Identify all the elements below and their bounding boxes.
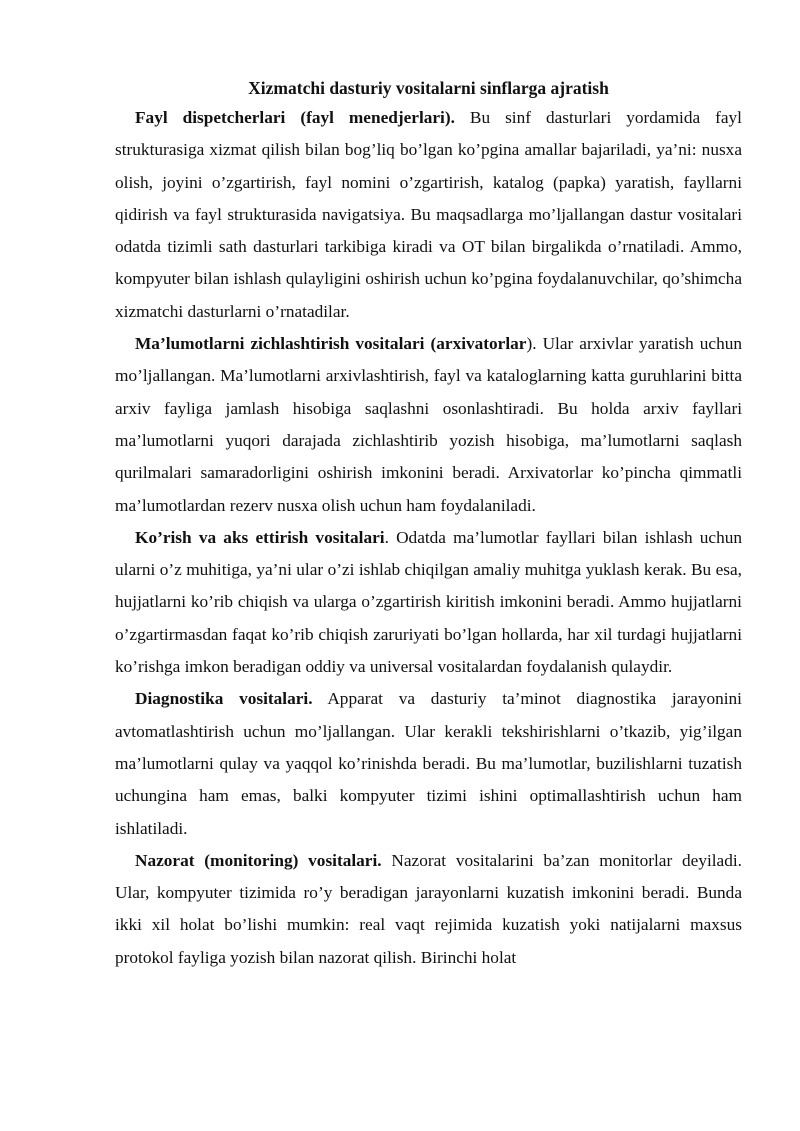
paragraph-viewers	[115, 522, 742, 683]
paragraph-text: Nazorat vositalarini ba’zan monitorlar deyiladi. Ular, kompyuter tizimida ro’y beradigan jarayonlarni kuzatish imkonini beradi. Bunda ikki xil holat bo’lishi mumkin: real vaqt rejimida kuzatish yoki natijalarni maxsus protokol fayliga yozish bilan nazorat qilish. Birinchi holat	[115, 850, 742, 967]
document-title: Xizmatchi dasturiy vositalarni sinflarga ajratish	[248, 78, 609, 98]
paragraph-lead: Ma’lumotlarni zichlashtirish vositalari (arxivatorlar	[135, 334, 527, 354]
paragraph-lead: Diagnostika vositalari.	[135, 689, 313, 709]
document-page	[115, 74, 742, 974]
paragraph-archivers	[115, 328, 742, 522]
paragraph-file-managers	[115, 102, 742, 328]
paragraph-text: ). Ular arxivlar yaratish uchun mo’ljallangan. Ma’lumotlarni arxivlashtirish, fayl va kataloglarning katta guruhlarini bitta arxiv fayliga jamlash hisobiga saqlashni osonlashtiradi. Bu holda arxiv fayllari ma’lumotlarni yuqori darajada zichlashtirib yozish hisobiga, ma’lumotlarni saqlash qurilmalari samaradorligini oshirish imkonini beradi. Arxivatorlar ko’pincha qimmatli ma’lumotlardan rezerv nusxa olish uchun ham foydalaniladi.	[115, 334, 742, 515]
paragraph-lead: Nazorat (monitoring) vositalari.	[135, 850, 382, 870]
paragraph-lead: Fayl dispetcherlari (fayl menedjerlari).	[135, 108, 455, 127]
paragraph-monitoring	[115, 845, 742, 974]
paragraph-lead: Ko’rish va aks ettirish vositalari	[135, 527, 385, 547]
paragraph-text: Bu sinf dasturlari yordamida fayl strukturasiga xizmat qilish bilan bog’liq bo’lgan ko’pgina amallar bajariladi, ya’ni: nusxa olish, joyini o’zgartirish, fayl nomini o’zgartirish, katalog (papka) yaratish, fayllarni qidirish va fayl strukturasida navigatsiya. Bu maqsadlarga mo’ljallangan dastur vositalari odatda tizimli sath dasturlari tarkibiga kiradi va OT bilan birgalikda o’rnatiladi. Ammo, kompyuter bilan ishlash qulayligini oshirish uchun ko’pgina foydalanuvchilar, qo’shimcha xizmatchi dasturlarni o’rnatadilar.	[115, 108, 742, 321]
paragraph-text: Apparat va dasturiy ta’minot diagnostika jarayonini avtomatlashtirish uchun mo’ljallangan. Ular kerakli tekshirishlarni o’tkazib, yig’ilgan ma’lumotlarni qulay va yaqqol ko’rinishda beradi. Bu ma’lumotlar, buzilishlarni tuzatish uchungina ham emas, balki kompyuter tizimi ishini optimallashtirish uchun ham ishlatiladi.	[115, 689, 742, 838]
paragraph-diagnostics	[115, 683, 742, 844]
paragraph-text: . Odatda ma’lumotlar fayllari bilan ishlash uchun ularni o’z muhitiga, ya’ni ular o’zi ishlab chiqilgan amaliy muhitga yuklash kerak. Bu esa, hujjatlarni ko’rib chiqish va ularga o’zgartirish kiritish imkonini beradi. Ammo hujjatlarni o’zgartirmasdan faqat ko’rib chiqish zaruriyati bo’lgan hollarda, har xil turdagi hujjatlarni ko’rishga imkon beradigan oddiy va universal vositalardan foydalanish qulaydir.	[115, 527, 743, 677]
